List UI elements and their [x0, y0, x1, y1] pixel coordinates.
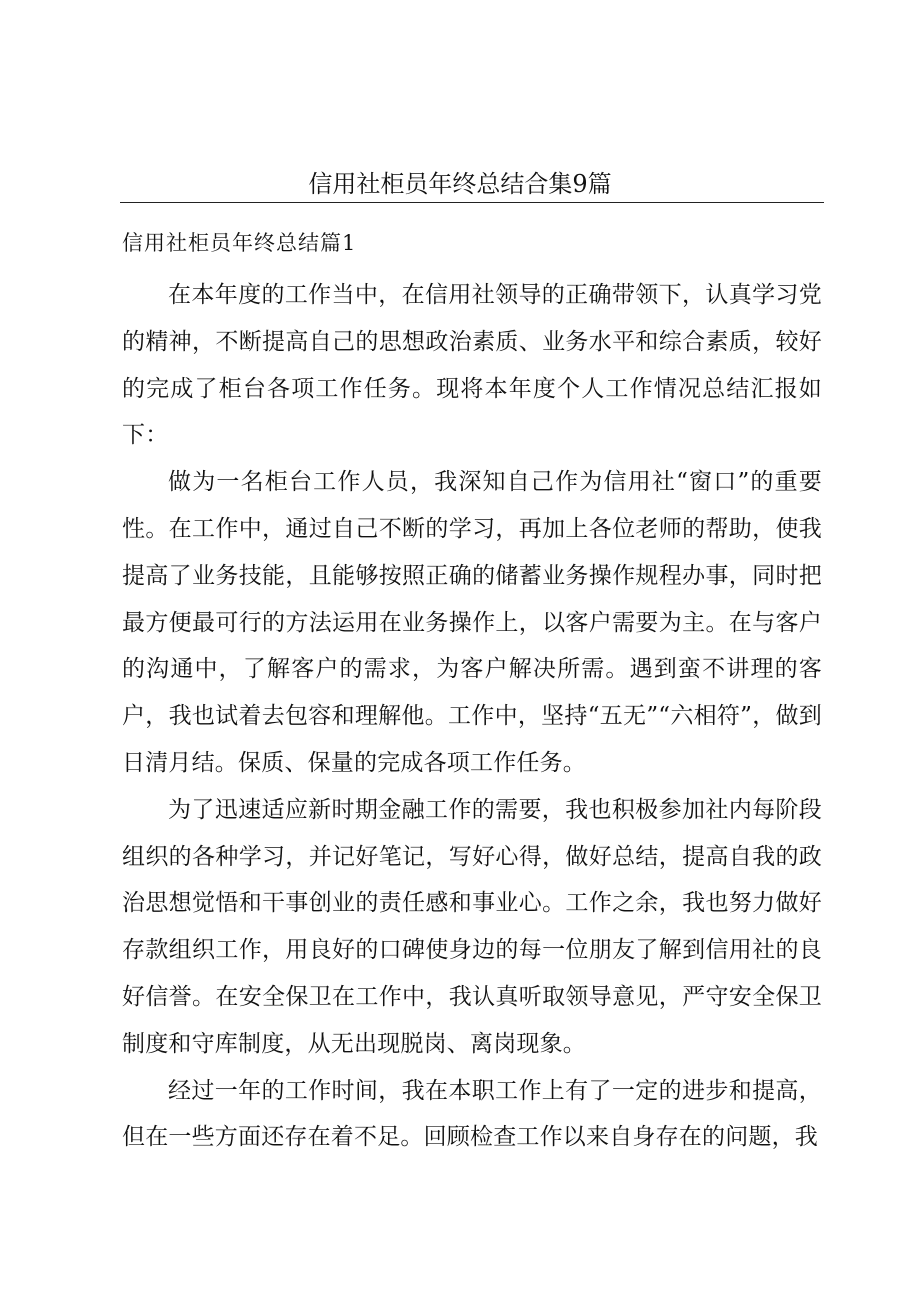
document-body — [122, 272, 822, 1161]
paragraph: 经过一年的工作时间，我在本职工作上有了一定的进步和提高，但在一些方面还存在着不足。回顾检查工作以来自身存在的问题，我 — [122, 1077, 822, 1151]
paragraph: 为了迅速适应新时期金融工作的需要，我也积极参加社内每阶段组织的各种学习，并记好笔记，写好心得，做好总结，提高自我的政治思想觉悟和干事创业的责任感和事业心。工作之余，我也努力做好存款组织工作，用良好的口碑使身边的每一位朋友了解到信用社的良好信誉。在安全保卫在工作中，我认真听取领导意见，严守安全保卫制度和守库制度，从无出现脱岗、离岗现象。 — [122, 796, 822, 1057]
paragraph: 做为一名柜台工作人员，我深知自己作为信用社“窗口”的重要性。在工作中，通过自己不断的学习，再加上各位老师的帮助，使我提高了业务技能，且能够按照正确的储蓄业务操作规程办事，同时把最方便最可行的方法运用在业务操作上，以客户需要为主。在与客户的沟通中，了解客户的需求，为客户解决所需。遇到蛮不讲理的客户，我也试着去包容和理解他。工作中，坚持“五无”“六相符”，做到日清月结。保质、保量的完成各项工作任务。 — [122, 469, 822, 776]
title-underline — [120, 202, 824, 203]
section-heading: 信用社柜员年终总结篇1 — [122, 231, 357, 255]
paragraph: 在本年度的工作当中，在信用社领导的正确带领下，认真学习党的精神，不断提高自己的思想政治素质、业务水平和综合素质，较好的完成了柜台各项工作任务。现将本年度个人工作情况总结汇报如下： — [122, 282, 822, 449]
document-title: 信用社柜员年终总结合集9篇 — [308, 170, 612, 198]
